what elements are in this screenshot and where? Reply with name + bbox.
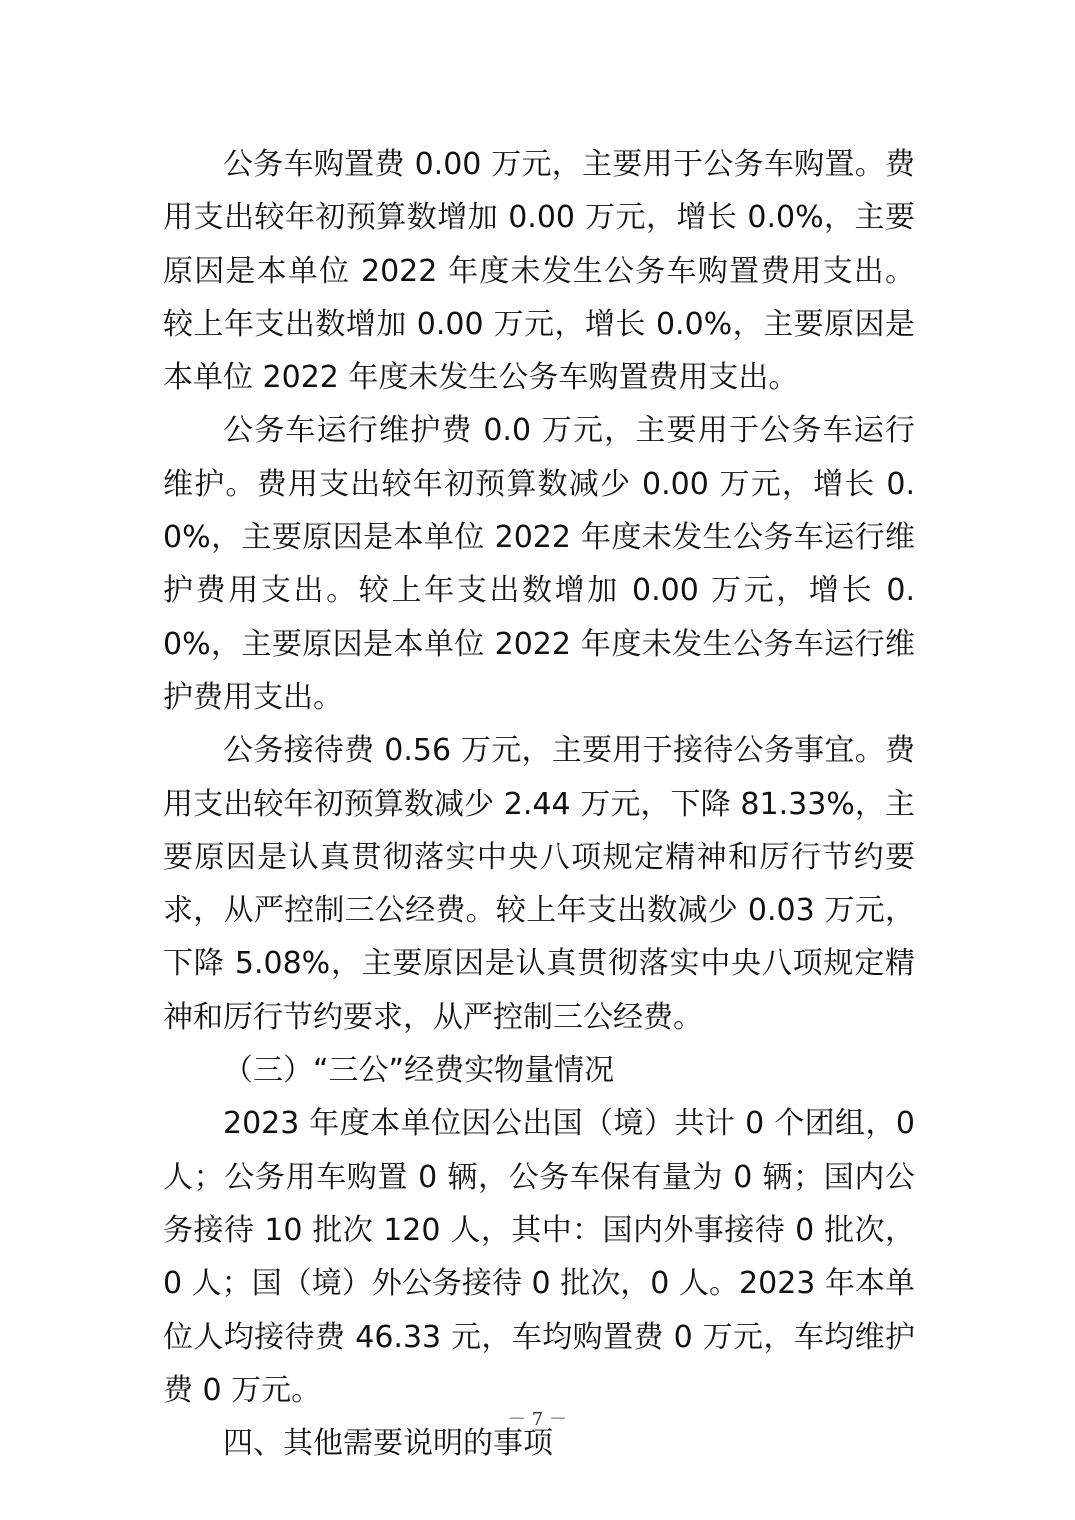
section-four-heading: 四、其他需要说明的事项 bbox=[223, 1426, 553, 1462]
paragraph-car-purchase-fee: 公务车购置费 0.00 万元，主要用于公务车购置。费用支出较年初预算数增加 0.00 万元，增长 0.0%，主要原因是本单位 2022 年度未发生公务车购置费用支出。较上年支出数增加 0.00 万元，增长 0.0%，主要原因是本单位 2022 年度未发生公务车购置费用支出。 bbox=[163, 147, 915, 396]
document-body bbox=[163, 138, 915, 1470]
paragraph-physical-quantities: 2023 年度本单位因公出国（境）共计 0 个团组，0 人；公务用车购置 0 辆，公务车保有量为 0 辆；国内公务接待 10 批次 120 人，其中：国内外事接待 0 批次，0 人；国（境）外公务接待 0 批次，0 人。2023 年本单位人均接待费 46.33 元，车均购置费 0 万元，车均维护费 0 万元。 bbox=[163, 1106, 915, 1408]
paragraph-car-maintenance-fee: 公务车运行维护费 0.0 万元，主要用于公务车运行维护。费用支出较年初预算数减少 0.00 万元，增长 0.0%，主要原因是本单位 2022 年度未发生公务车运行维护费用支出。较上年支出数增加 0.00 万元，增长 0.0%，主要原因是本单位 2022 年度未发生公务车运行维护费用支出。 bbox=[163, 413, 915, 715]
page-number: － 7 － bbox=[508, 1409, 567, 1430]
paragraph-reception-fee: 公务接待费 0.56 万元，主要用于接待公务事宜。费用支出较年初预算数减少 2.44 万元，下降 81.33%，主要原因是认真贯彻落实中央八项规定精神和厉行节约要求，从严控制三公经费。较上年支出数减少 0.03 万元，下降 5.08%，主要原因是认真贯彻落实中央八项规定精神和厉行节约要求，从严控制三公经费。 bbox=[163, 733, 915, 1035]
section-three-heading: （三）“三公”经费实物量情况 bbox=[223, 1053, 615, 1089]
